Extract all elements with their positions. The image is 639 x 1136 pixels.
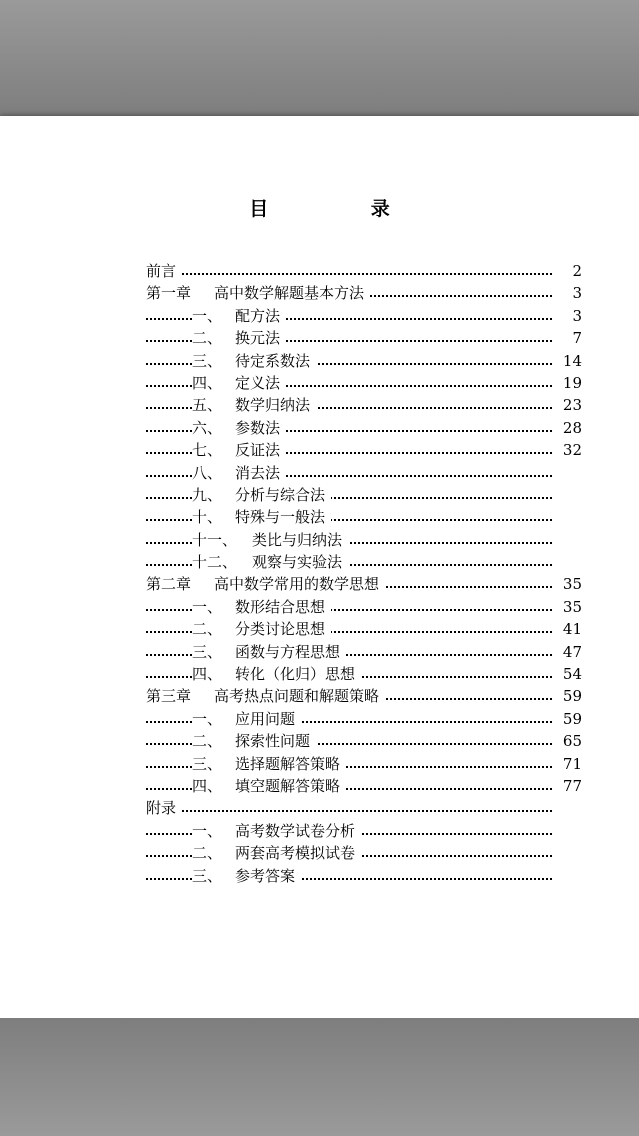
toc-entry[interactable] (146, 439, 582, 461)
document-page[interactable] (0, 116, 639, 1018)
toc-entry-number: 二、 (192, 329, 223, 348)
page-title: 目 录 (249, 198, 438, 220)
toc-entry-number: 六、 (192, 418, 223, 437)
toc-entry-title: 参考答案 (235, 866, 296, 885)
toc-entry-title: 应用问题 (235, 709, 296, 728)
toc-entry-number: 四、 (192, 776, 223, 795)
toc-entry-title: 填空题解答策略 (235, 776, 341, 795)
toc-entry-title: 函数与方程思想 (235, 642, 341, 661)
toc-entry-number: 九、 (192, 485, 223, 504)
toc-entry-title: 观察与实验法 (252, 553, 343, 572)
toc-entry-page: 54 (562, 665, 582, 684)
toc-entry-title: 数形结合思想 (235, 597, 326, 616)
toc-entry[interactable] (146, 663, 582, 685)
toc-entry-title: 参数法 (235, 418, 281, 437)
toc-entry-page: 14 (562, 351, 582, 370)
toc-entry-page: 19 (562, 373, 582, 392)
toc-entry-title: 高考热点问题和解题策略 (214, 687, 380, 706)
toc-entry[interactable] (146, 282, 582, 304)
toc-entry-number: 七、 (192, 441, 223, 460)
toc-entry-title: 定义法 (235, 373, 281, 392)
toc-entry-title: 类比与归纳法 (252, 530, 343, 549)
toc-entry-title: 探索性问题 (235, 732, 311, 751)
toc-entry-title: 高中数学解题基本方法 (214, 284, 365, 303)
toc-entry-number: 二、 (192, 620, 223, 639)
toc-entry-number: 八、 (192, 463, 223, 482)
toc-entry[interactable] (146, 462, 582, 484)
toc-entry[interactable] (146, 685, 582, 707)
toc-entry-page: 71 (562, 754, 582, 773)
toc-entry-number: 三、 (192, 351, 223, 370)
toc-entry-page: 41 (562, 620, 582, 639)
toc-entry-page: 35 (562, 575, 582, 594)
toc-entry-page: 59 (562, 709, 582, 728)
toc-entry-number: 二、 (192, 844, 223, 863)
toc-entry-number: 一、 (192, 597, 223, 616)
toc-entry-number: 一、 (192, 821, 223, 840)
toc-entry-page: 32 (562, 441, 582, 460)
toc-entry[interactable] (146, 797, 582, 819)
toc-entry-title: 分类讨论思想 (235, 620, 326, 639)
toc-entry-title: 待定系数法 (235, 351, 311, 370)
toc-entry[interactable] (146, 842, 582, 864)
toc-entry-title: 高考数学试卷分析 (235, 821, 356, 840)
toc-entry-number: 三、 (192, 754, 223, 773)
toc-entry[interactable] (146, 350, 582, 372)
table-of-contents (146, 260, 582, 887)
toc-entry-title: 反证法 (235, 441, 281, 460)
toc-entry-number: 十、 (192, 508, 223, 527)
toc-entry-page: 3 (572, 284, 582, 303)
toc-entry-title: 消去法 (235, 463, 281, 482)
toc-entry-title: 数学归纳法 (235, 396, 311, 415)
toc-entry-number: 十二、 (192, 553, 238, 572)
toc-entry-number: 四、 (192, 373, 223, 392)
toc-entry-page: 59 (562, 687, 582, 706)
toc-entry-title: 换元法 (235, 329, 281, 348)
toc-entry-title: 分析与综合法 (235, 485, 326, 504)
toc-entry-title: 特殊与一般法 (235, 508, 326, 527)
toc-entry[interactable] (146, 417, 582, 439)
toc-entry-title: 高中数学常用的数学思想 (214, 575, 380, 594)
toc-entry[interactable] (146, 865, 582, 887)
toc-entry[interactable] (146, 506, 582, 528)
toc-entry-number: 第二章 (146, 575, 192, 594)
toc-entry[interactable] (146, 484, 582, 506)
toc-entry-page: 77 (562, 776, 582, 795)
toc-entry[interactable] (146, 641, 582, 663)
viewer-top-bar (0, 0, 639, 116)
leader-dots (146, 810, 552, 812)
toc-entry[interactable] (146, 394, 582, 416)
toc-entry-title: 两套高考模拟试卷 (235, 844, 356, 863)
toc-entry[interactable] (146, 551, 582, 573)
toc-entry-page: 2 (572, 262, 582, 280)
toc-entry-number: 十一、 (192, 530, 238, 549)
toc-entry[interactable] (146, 305, 582, 327)
toc-entry-page: 28 (562, 418, 582, 437)
toc-entry[interactable] (146, 573, 582, 595)
toc-entry[interactable] (146, 596, 582, 618)
toc-entry-number: 四、 (192, 665, 223, 684)
toc-entry-number: 三、 (192, 866, 223, 885)
toc-entry-page: 7 (572, 329, 582, 348)
toc-entry-page: 35 (562, 597, 582, 616)
toc-entry-number: 一、 (192, 306, 223, 325)
toc-entry[interactable] (146, 260, 582, 282)
toc-entry-title: 选择题解答策略 (235, 754, 341, 773)
toc-entry-page: 65 (562, 732, 582, 751)
toc-entry[interactable] (146, 529, 582, 551)
toc-entry-number: 二、 (192, 732, 223, 751)
leader-dots (146, 273, 552, 275)
toc-entry-title: 附录 (146, 799, 177, 818)
toc-entry-title: 前言 (146, 262, 177, 280)
toc-entry-number: 第一章 (146, 284, 192, 303)
toc-entry[interactable] (146, 753, 582, 775)
toc-entry-title: 配方法 (235, 306, 281, 325)
toc-entry[interactable] (146, 372, 582, 394)
toc-entry-number: 三、 (192, 642, 223, 661)
toc-entry-title: 转化（化归）思想 (235, 665, 356, 684)
toc-entry-number: 一、 (192, 709, 223, 728)
toc-entry[interactable] (146, 618, 582, 640)
toc-entry[interactable] (146, 730, 582, 752)
viewer-bottom-bar (0, 1018, 639, 1136)
toc-entry-page: 47 (562, 642, 582, 661)
toc-entry[interactable] (146, 327, 582, 349)
toc-entry-number: 第三章 (146, 687, 192, 706)
toc-entry-page: 3 (572, 306, 582, 325)
toc-entry-page: 23 (562, 396, 582, 415)
toc-entry[interactable] (146, 775, 582, 797)
toc-entry-number: 五、 (192, 396, 223, 415)
toc-entry[interactable] (146, 708, 582, 730)
toc-entry[interactable] (146, 820, 582, 842)
